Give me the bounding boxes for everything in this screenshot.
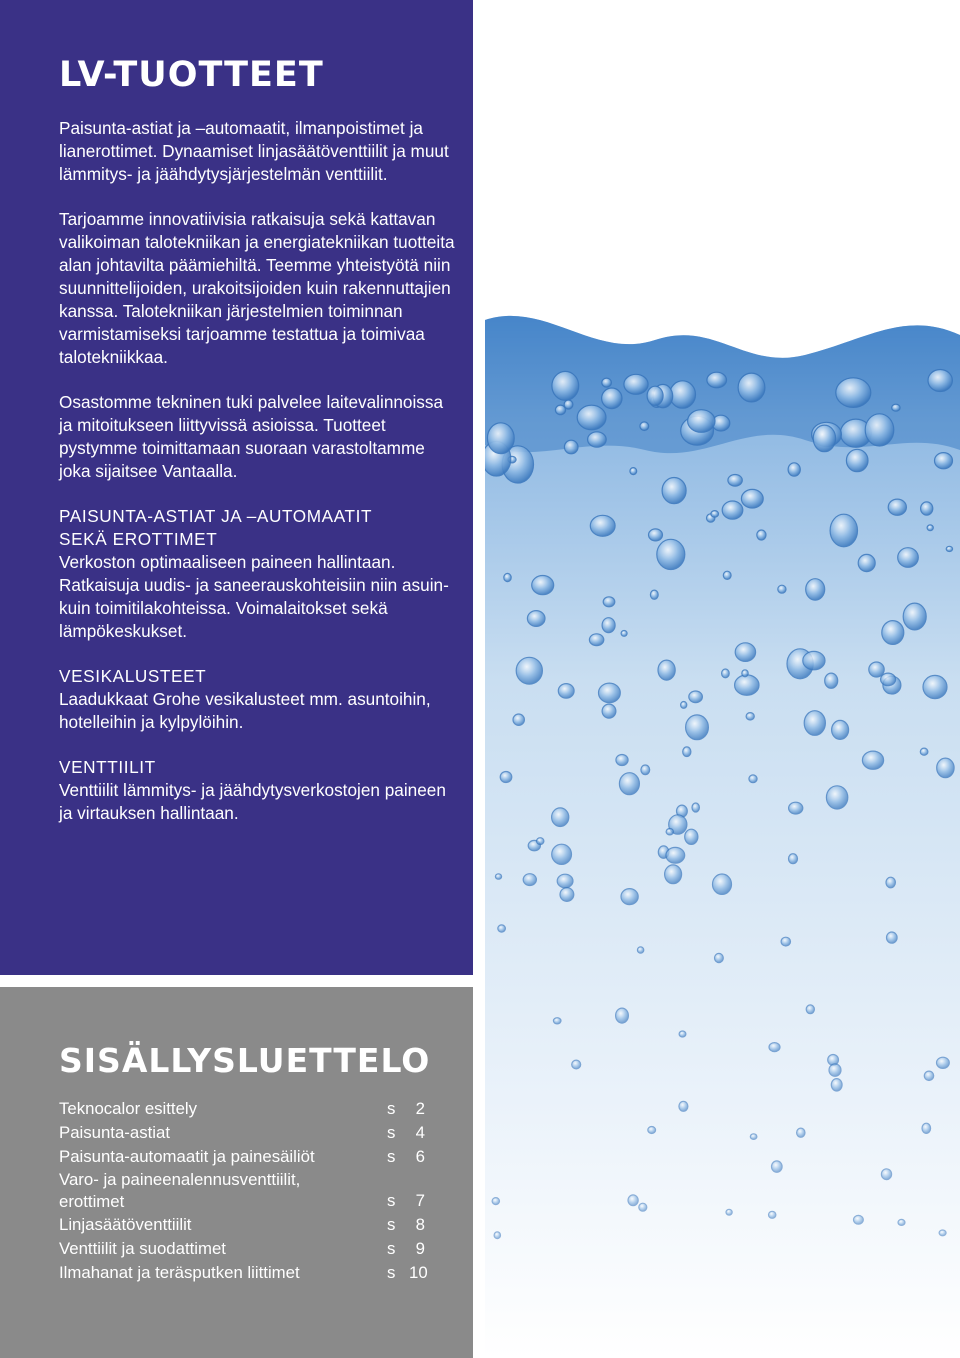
bubble	[641, 765, 650, 775]
toc-item	[59, 1213, 439, 1237]
bubble	[813, 425, 835, 452]
bubble	[826, 786, 847, 809]
bubble	[692, 803, 699, 812]
bubble	[749, 775, 757, 783]
section-heading: PAISUNTA-ASTIAT JA –AUTOMAATIT	[59, 506, 373, 526]
bubble	[797, 1128, 805, 1137]
bubble	[564, 400, 573, 409]
water-body	[485, 316, 960, 1358]
bubble	[487, 423, 514, 454]
bubble	[516, 657, 542, 684]
bubble	[862, 751, 883, 769]
bubble	[854, 1215, 864, 1224]
bubble	[715, 953, 724, 962]
bubble	[688, 410, 715, 433]
section-text: Venttiilit lämmitys- ja jäähdytysverkostojen paineen ja virtauksen hallintaan.	[59, 780, 446, 823]
toc-page-number: 9	[415, 1239, 425, 1258]
bubble	[937, 1057, 950, 1068]
bubble	[662, 478, 686, 504]
bubble	[881, 673, 896, 686]
bubble	[683, 747, 691, 757]
section-heading-line2: SEKÄ EROTTIMET	[59, 529, 218, 549]
toc-page-prefix: s	[387, 1215, 396, 1234]
bubble	[723, 571, 731, 579]
bubble	[746, 713, 754, 720]
bubble	[599, 683, 621, 703]
bubble	[881, 1169, 891, 1180]
bubble	[685, 829, 698, 844]
bubble	[640, 422, 649, 431]
toc-page-prefix: s	[387, 1239, 396, 1258]
bubble	[707, 372, 727, 388]
bubble	[778, 585, 786, 593]
bubble	[923, 675, 947, 698]
bubble	[681, 702, 687, 709]
products-offering: Tarjoamme innovatiivisia ratkaisuja sekä kattavan valikoiman talotekniikan ja energiatekniikan tuotteita alan johtavilta päämiehiltä. Teemme yhteistyötä niin suunnittelijoiden, urakoitsijoiden kuin rakennuttajien kanssa. Talotekniikan järjestelmien toiminnan varmistamiseksi tarjoamme testattua ja toimivaa talotekniikkaa.	[59, 209, 455, 367]
toc-page-number: 2	[415, 1099, 425, 1118]
toc-page-number: 7	[415, 1191, 425, 1210]
products-intro: Paisunta-astiat ja –automaatit, ilmanpoistimet ja lianerottimet. Dynaamiset linjasäätöventtiilit ja muut lämmitys- ja jäähdytysjärjestelmän venttiilit.	[59, 118, 449, 184]
bubble	[831, 1079, 842, 1091]
toc-list	[59, 1097, 439, 1285]
section-heading: VESIKALUSTEET	[59, 666, 207, 686]
bubble	[713, 874, 732, 894]
bubble	[898, 1219, 905, 1225]
bubble	[572, 1060, 581, 1069]
bubble	[647, 386, 663, 405]
bubble	[648, 1127, 656, 1134]
bubble	[772, 1161, 783, 1172]
bubble	[689, 691, 703, 703]
products-title: LV-TUOTTEET	[59, 55, 324, 95]
bubble	[892, 404, 900, 411]
toc-item-label: Teknocalor esittely	[59, 1099, 198, 1118]
toc-item	[59, 1169, 425, 1213]
bubble	[937, 758, 954, 778]
toc-page-number: 10	[409, 1263, 428, 1282]
bubble	[532, 576, 554, 595]
bubble	[624, 374, 648, 394]
section-text: Laadukkaat Grohe vesikalusteet mm. asuntoihin, hotelleihin ja kylpylöihin.	[59, 689, 431, 732]
bubble	[922, 1123, 931, 1133]
bubble	[898, 548, 919, 568]
bubble	[888, 499, 906, 515]
bubble	[630, 468, 637, 475]
bubble	[882, 621, 904, 645]
toc-page-number: 4	[415, 1123, 425, 1142]
bubble	[492, 1198, 499, 1205]
bubble	[602, 388, 622, 409]
bubble	[679, 1101, 688, 1111]
section-fixtures	[59, 665, 459, 734]
bubble	[557, 874, 573, 888]
toc-title: SISÄLLYSLUETTELO	[59, 1041, 431, 1080]
bubble	[927, 525, 933, 531]
toc-page-number: 6	[415, 1147, 425, 1166]
bubble	[920, 748, 928, 755]
bubble	[804, 711, 825, 736]
section-expansion	[59, 505, 459, 643]
bubble	[616, 1008, 629, 1023]
toc-page-prefix: s	[387, 1147, 396, 1166]
section-text: Verkoston optimaaliseen paineen hallintaan. Ratkaisuja uudis- ja saneerauskohteisiin niin asuin- kuin toimitilakohteissa. Voimalaitokset sekä lämpökeskukset.	[59, 552, 449, 641]
bubble	[552, 808, 569, 827]
bubble	[637, 947, 643, 953]
products-support: Osastomme tekninen tuki palvelee laitevalinnoissa ja mitoitukseen liittyvissä asioissa. Tuotteet pystymme toimittamaan suoraan varastoltamme joka sijaitsee Vantaalla.	[59, 392, 444, 481]
bubble	[603, 597, 615, 607]
bubble	[789, 802, 803, 814]
bubble	[589, 634, 603, 646]
bubble	[924, 1071, 933, 1080]
bubble	[552, 371, 579, 400]
bubble	[602, 378, 612, 387]
bubble	[527, 611, 545, 627]
bubble	[500, 772, 512, 783]
bubble	[886, 877, 895, 888]
bubble	[628, 1195, 638, 1206]
bubble	[757, 530, 766, 540]
bubble	[602, 618, 615, 633]
bubble	[769, 1043, 780, 1052]
bubble	[590, 515, 615, 536]
bubble	[858, 554, 875, 571]
bubble	[806, 579, 825, 600]
bubble	[657, 539, 685, 569]
bubble	[711, 511, 719, 518]
bubble	[670, 381, 696, 408]
bubble	[946, 546, 952, 551]
bubble	[552, 844, 572, 864]
section-valves	[59, 756, 459, 825]
bubble	[742, 670, 748, 677]
bubble	[577, 405, 606, 430]
bubble	[726, 1209, 732, 1215]
toc-page-prefix: s	[387, 1191, 396, 1210]
bubble	[728, 475, 742, 487]
toc-page-number: 8	[415, 1215, 425, 1234]
bubble	[830, 514, 857, 547]
products-panel	[0, 0, 473, 975]
bubble	[558, 684, 574, 699]
bubble	[750, 1134, 757, 1140]
bubble	[616, 755, 628, 766]
bubble	[869, 662, 884, 677]
bubble	[921, 502, 933, 515]
bubble	[495, 874, 501, 879]
bubble	[686, 715, 709, 740]
bubble	[825, 673, 838, 688]
products-body	[59, 117, 459, 825]
toc-item-label: Linjasäätöventtiilit	[59, 1215, 192, 1234]
bubble	[738, 373, 765, 402]
bubble	[650, 590, 658, 599]
bubble	[619, 773, 639, 795]
bubble	[553, 1018, 561, 1024]
bubble	[829, 1064, 841, 1076]
bubble	[735, 643, 755, 662]
bubble	[658, 660, 675, 680]
bubble	[836, 378, 871, 408]
bubble	[498, 925, 506, 932]
toc-item-label: Paisunta-astiat	[59, 1123, 171, 1142]
toc-page-prefix: s	[387, 1123, 396, 1142]
bubble	[560, 888, 574, 902]
bubble	[588, 432, 607, 447]
toc-item-label: Venttiilit ja suodattimet	[59, 1239, 226, 1258]
bubble	[602, 704, 616, 718]
bubble	[666, 829, 673, 835]
bubble	[537, 838, 544, 845]
bubble	[903, 603, 926, 630]
bubble	[846, 449, 868, 471]
bubble	[806, 1005, 814, 1014]
toc-page-prefix: s	[387, 1263, 396, 1282]
bubble	[928, 370, 952, 392]
bubble	[494, 1232, 500, 1239]
bubble	[621, 889, 638, 905]
bubble	[887, 932, 898, 943]
toc-item-label: Varo- ja paineenalennusventtiilit, erottimet	[59, 1170, 301, 1211]
bubble	[649, 529, 663, 541]
bubble	[832, 720, 849, 739]
toc-item	[59, 1237, 439, 1261]
toc-item-label: Paisunta-automaatit ja painesäiliöt	[59, 1147, 315, 1166]
bubble	[788, 463, 800, 476]
toc-item-label: Ilmahanat ja teräsputken liittimet	[59, 1263, 300, 1282]
bubble	[741, 489, 763, 508]
bubble	[513, 714, 524, 725]
bubble	[665, 865, 682, 884]
bubble	[504, 573, 511, 581]
toc-item	[59, 1097, 439, 1121]
toc-page-prefix: s	[387, 1099, 396, 1118]
bubble	[935, 453, 953, 469]
bubble	[639, 1203, 647, 1211]
bubble	[621, 631, 627, 637]
bubble	[666, 847, 685, 863]
bubble	[789, 854, 798, 864]
toc-item	[59, 1121, 439, 1145]
bubble	[865, 414, 894, 446]
bubble	[939, 1230, 946, 1236]
water-bubbles-image	[485, 300, 960, 1358]
bubble	[735, 675, 759, 695]
bubble	[722, 669, 730, 678]
bubble	[803, 651, 825, 669]
bubble	[564, 440, 578, 454]
bubble	[781, 937, 790, 946]
bubble	[523, 874, 536, 886]
toc-item	[59, 1145, 439, 1169]
bubble	[679, 1031, 686, 1037]
bubble	[722, 501, 743, 519]
bubble	[769, 1211, 776, 1218]
section-heading: VENTTIILIT	[59, 757, 156, 777]
toc-item	[59, 1261, 439, 1285]
